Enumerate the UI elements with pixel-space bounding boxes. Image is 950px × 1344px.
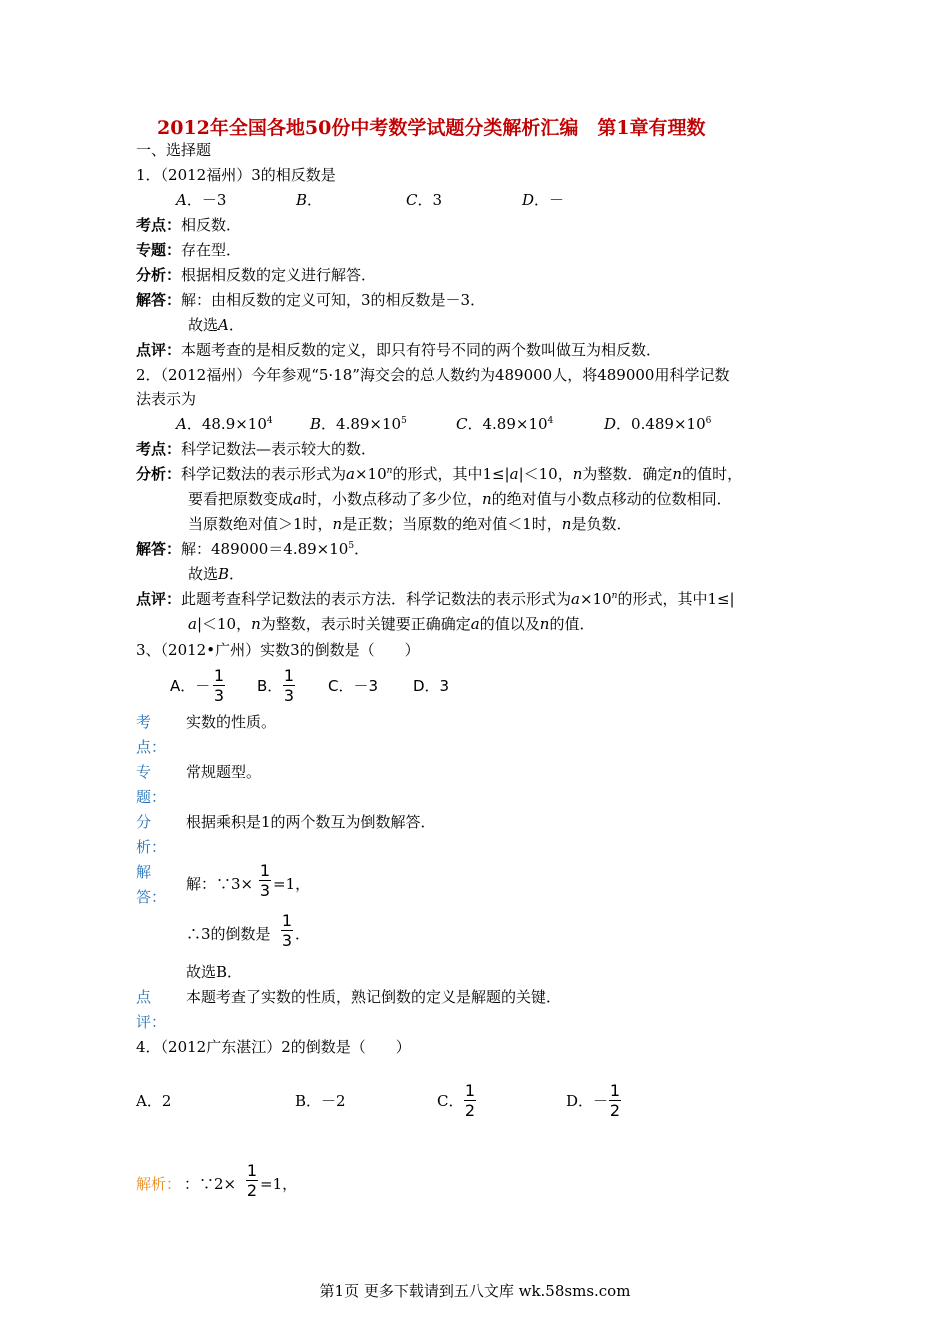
q3-label-ping: 评： (136, 1013, 167, 1031)
q3-label-fen: 分 (136, 813, 152, 831)
q4-option-b: B．－2 (295, 1092, 346, 1110)
q2-fenxi-line3: 当原数绝对值＞1时，n是正数；当原数的绝对值＜1时，n是负数． (188, 515, 632, 533)
q3-choose: 故选B． (186, 963, 243, 981)
q3-label-zhuan: 专 (136, 763, 152, 781)
q3-jieda-line2a: ∴3的倒数是 (186, 925, 271, 943)
q3-jieda-line1a: 解：∵3× (186, 875, 254, 893)
q4-jiexi-b: =1， (260, 1175, 298, 1193)
q4-option-d-fraction: 1 2 (609, 1081, 621, 1120)
q1-dianping: 点评：本题考查的是相反数的定义，即只有符号不同的两个数叫做互为相反数． (136, 341, 662, 359)
q3-zhuanti: 常规题型。 (186, 763, 262, 781)
q2-stem-line2: 法表示为 (136, 390, 197, 408)
q2-dianping-line2: a|＜10，n为整数，表示时关键要正确确定a的值以及n的值． (188, 615, 595, 633)
q4-stem: 4．（2012广东湛江）2的倒数是（ ） (136, 1038, 411, 1056)
q4-option-c: C． (437, 1092, 464, 1110)
q2-option-b: B．$4.89\times 10^5$ (310, 415, 407, 433)
q3-kaodian: 实数的性质。 (186, 713, 277, 731)
q4-option-d: D．－ (566, 1092, 609, 1110)
q2-stem-line1: 2．（2012福州）今年参观“5·18”海交会的总人数约为489000人，将489000用科学记数 (136, 366, 730, 384)
q3-fenxi: 根据乘积是1的两个数互为倒数解答． (186, 813, 436, 831)
q1-choose: 故选A． (188, 316, 244, 334)
q2-kaodian: 考点：科学记数法—表示较大的数． (136, 440, 377, 458)
q2-dianping-line1: 点评：此题考查科学记数法的表示方法．科学记数法的表示形式为$a\times 10^n$的形式，其中1≤| (136, 590, 735, 608)
q3-jieda-line2b: ． (295, 925, 311, 943)
q3-jieda-fraction-1: 1 3 (259, 861, 271, 900)
q3-jieda-fraction-2: 1 3 (281, 911, 293, 950)
q2-fenxi-line1: 分析：科学记数法的表示形式为$a\times 10^n$的形式，其中1≤|a|＜10，n为整数．确定n的值时， (136, 465, 743, 483)
q1-stem: 1．（2012福州）3的相反数是 (136, 166, 336, 184)
q4-label-jiexi: 解析： (136, 1175, 182, 1193)
q1-jieda: 解答：解：由相反数的定义可知，3的相反数是－3． (136, 291, 486, 309)
q3-label-xi: 析： (136, 838, 167, 856)
q1-zhuanti: 专题：存在型． (136, 241, 242, 259)
q2-option-c: C．$4.89\times 10^4$ (456, 415, 554, 433)
q3-label-dian: 点： (136, 738, 167, 756)
page-footer: 第1页 更多下载请到五八文库 wk.58sms.com (319, 1282, 631, 1300)
q1-option-c: C．3 (406, 191, 443, 209)
q3-stem: 3、（2012•广州）实数3的倒数是（ ） (136, 641, 420, 659)
q4-option-a: A．2 (136, 1092, 172, 1110)
q4-jiexi-fraction: 1 2 (246, 1161, 258, 1200)
q4-option-c-fraction: 1 2 (464, 1081, 476, 1120)
q1-option-a: A．－3 (176, 191, 227, 209)
q1-kaodian: 考点：相反数． (136, 216, 242, 234)
q1-option-b: B． (296, 191, 323, 209)
q1-fenxi: 分析：根据相反数的定义进行解答． (136, 266, 377, 284)
q3-dianping: 本题考查了实数的性质，熟记倒数的定义是解题的关键． (186, 988, 562, 1006)
q3-label-dianp: 点 (136, 988, 152, 1006)
q2-jieda: 解答：解：$489000=4.89\times 10^5$． (136, 540, 370, 558)
q3-label-da: 答： (136, 888, 167, 906)
q3-jieda-line1b: =1， (273, 875, 311, 893)
q3-label-jie: 解 (136, 863, 152, 881)
q3-option-d: D．3 (413, 677, 450, 695)
q2-option-d: D．$0.489\times 10^6$ (604, 415, 712, 433)
q3-label-kao: 考 (136, 713, 152, 731)
q1-option-d: D．－ (522, 191, 565, 209)
q2-choose: 故选B． (188, 565, 245, 583)
q3-option-a: A．－ (170, 677, 211, 695)
q4-jiexi-a: ：∵2× (184, 1175, 237, 1193)
q3-label-ti: 题： (136, 788, 167, 806)
page-title: 2012年全国各地50份中考数学试题分类解析汇编 第1章有理数 (157, 117, 706, 139)
q2-fenxi-line2: 要看把原数变成a时，小数点移动了多少位，n的绝对值与小数点移动的位数相同． (188, 490, 732, 508)
q3-option-c: C．－3 (328, 677, 379, 695)
q3-option-b: B． (257, 677, 283, 695)
q3-option-b-fraction: 1 3 (283, 666, 295, 705)
q3-option-a-fraction: 1 3 (213, 666, 225, 705)
section-heading: 一、选择题 (136, 141, 212, 159)
q2-option-a: A．$48.9\times 10^4$ (176, 415, 273, 433)
